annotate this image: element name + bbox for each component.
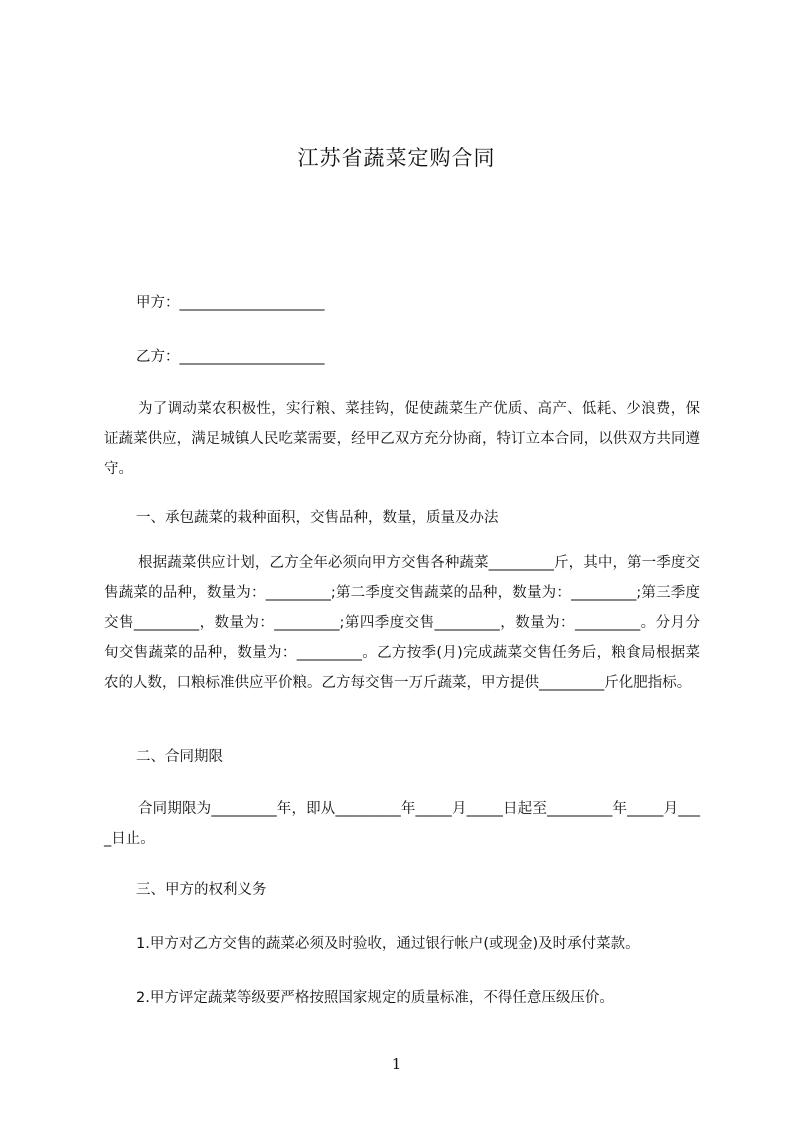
section-1-heading: 一、承包蔬菜的栽种面积，交售品种，数量，质量及办法 — [136, 510, 499, 526]
preamble-paragraph: 为了调动菜农积极性，实行粮、菜挂钩，促使蔬菜生产优质、高产、低耗、少浪费，保证蔬菜供应，满足城镇人民吃菜需要，经甲乙双方充分协商，特订立本合同，以供双方共同遵守。 — [104, 401, 700, 477]
document-title: 江苏省蔬菜定购合同 — [297, 146, 496, 170]
section-3-item-1: 1.甲方对乙方交售的蔬菜必须及时验收，通过银行帐户(或现金)及时承付菜款。 — [136, 936, 640, 952]
section-1-body: 根据蔬菜供应计划，乙方全年必须向甲方交售各种蔬菜_________斤，其中，第一季度交售蔬菜的品种，数量为：_________;第二季度交售蔬菜的品种，数量为：_________;第三季度交售_________，数量为：_________;第四季度交售_________，数量为：_________。分月分旬交售蔬菜的品种，数量为：_________。乙方按季(月)完成蔬菜交售任务后，粮食局根据菜农的人数，口粮标准供应平价粮。乙方每交售一万斤蔬菜，甲方提供_________斤化肥指标。 — [104, 555, 700, 691]
page-number: 1 — [391, 1055, 402, 1073]
section-2-body: 合同期限为_________年，即从_________年_____月_____日起至_________年_____月____日止。 — [104, 801, 700, 847]
section-3-item-2: 2.甲方评定蔬菜等级要严格按照国家规定的质量标准，不得任意压级压价。 — [136, 990, 614, 1006]
party-a-line: 甲方：____________________ — [136, 295, 325, 311]
section-3-heading: 三、甲方的权利义务 — [136, 882, 267, 898]
party-b-line: 乙方：____________________ — [136, 349, 325, 365]
section-2-heading: 二、合同期限 — [136, 749, 223, 765]
